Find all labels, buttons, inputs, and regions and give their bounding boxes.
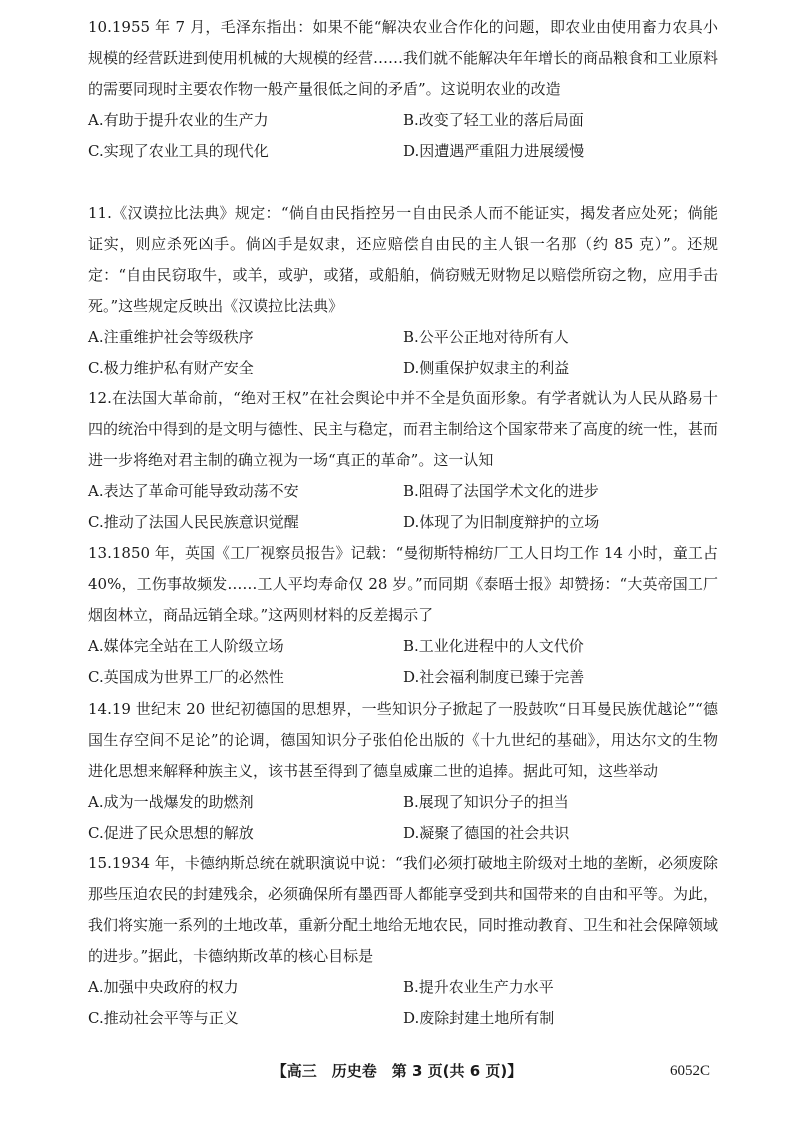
option-row	[88, 631, 718, 662]
question-stem	[88, 538, 718, 631]
question-12	[88, 383, 718, 538]
option-c[interactable]: C.极力维护私有财产安全	[88, 359, 254, 377]
question-number: 11.	[88, 204, 112, 222]
option-row	[88, 105, 718, 136]
question-number: 15.	[88, 854, 112, 872]
option-a[interactable]: A.注重维护社会等级秩序	[88, 328, 254, 346]
option-c[interactable]: C.英国成为世界工厂的必然性	[88, 668, 284, 686]
question-stem	[88, 383, 718, 476]
option-row	[88, 353, 718, 384]
question-stem	[88, 848, 718, 972]
paper-code: 6052C	[670, 1063, 711, 1079]
option-a[interactable]: A.加强中央政府的权力	[88, 978, 239, 996]
question-text: 在法国大革命前，“绝对王权”在社会舆论中并不全是负面形象。有学者就认为人民从路易十四的统治中得到的是文明与德性、民主与稳定，而君主制给这个国家带来了高度的统一性，甚而进一步将绝对君主制的确立视为一场“真正的革命”。这一认知	[88, 389, 719, 469]
option-row	[88, 662, 718, 693]
option-b[interactable]: B.展现了知识分子的担当	[403, 793, 569, 811]
option-c[interactable]: C.促进了民众思想的解放	[88, 824, 254, 842]
option-b[interactable]: B.阻碍了法国学术文化的进步	[403, 482, 599, 500]
question-text: 1934 年，卡德纳斯总统在就职演说中说：“我们必须打破地主阶级对土地的垄断，必须废除那些压迫农民的封建残余，必须确保所有墨西哥人都能享受到共和国带来的自由和平等。为此，我们将实施一系列的土地改革，重新分配土地给无地农民，同时推动教育、卫生和社会保障领域的进步。”据此，卡德纳斯改革的核心目标是	[88, 854, 719, 965]
option-row	[88, 972, 718, 1003]
options	[88, 972, 718, 1034]
option-b[interactable]: B.公平公正地对待所有人	[403, 328, 569, 346]
question-13	[88, 538, 718, 693]
option-row	[88, 818, 718, 849]
question-number: 13.	[88, 544, 112, 562]
option-row	[88, 787, 718, 818]
question-stem	[88, 12, 718, 105]
option-d[interactable]: D.因遭遇严重阻力进展缓慢	[403, 142, 585, 160]
option-d[interactable]: D.凝聚了德国的社会共识	[403, 824, 570, 842]
option-d[interactable]: D.废除封建土地所有制	[403, 1009, 555, 1027]
option-row	[88, 322, 718, 353]
question-text: 19 世纪末 20 世纪初德国的思想界，一些知识分子掀起了一股鼓吹“日耳曼民族优越论”“德国生存空间不足论”的论调，德国知识分子张伯伦出版的《十九世纪的基础》，用达尔文的生物进化思想来解释种族主义，该书甚至得到了德皇威廉二世的追捧。据此可知，这些举动	[88, 700, 718, 780]
question-number: 10.	[88, 18, 112, 36]
question-15	[88, 848, 718, 1034]
options	[88, 322, 718, 384]
page-footer	[0, 1056, 794, 1086]
option-a[interactable]: A.有助于提升农业的生产力	[88, 111, 269, 129]
option-b[interactable]: B.工业化进程中的人文代价	[403, 637, 584, 655]
options	[88, 105, 718, 167]
question-text: 《汉谟拉比法典》规定：“倘自由民指控另一自由民杀人而不能证实，揭发者应处死；倘能证实，则应杀死凶手。倘凶手是奴隶，还应赔偿自由民的主人银一名那（约 85 克）”。还规定：“自由民窃取牛，或羊，或驴，或猪，或船舶，倘窃贼无财物足以赔偿所窃之物，应用手击死。”这些规定反映出《汉谟拉比法典》	[88, 204, 718, 315]
option-c[interactable]: C.推动了法国人民民族意识觉醒	[88, 513, 299, 531]
question-text: 1850 年，英国《工厂视察员报告》记载：“曼彻斯特棉纺厂工人日均工作 14 小时，童工占 40%，工伤事故频发……工人平均寿命仅 28 岁。”而同期《泰晤士报》却赞扬：“大英帝国工厂烟囱林立，商品远销全球。”这两则材料的反差揭示了	[88, 544, 718, 624]
option-d[interactable]: D.体现了为旧制度辩护的立场	[403, 513, 600, 531]
option-b[interactable]: B.提升农业生产力水平	[403, 978, 554, 996]
option-row	[88, 507, 718, 538]
question-number: 14.	[88, 700, 112, 718]
question-14	[88, 694, 718, 849]
option-b[interactable]: B.改变了轻工业的落后局面	[403, 111, 584, 129]
option-row	[88, 136, 718, 167]
option-c[interactable]: C.推动社会平等与正义	[88, 1009, 239, 1027]
option-row	[88, 476, 718, 507]
option-row	[88, 1003, 718, 1034]
option-a[interactable]: A.媒体完全站在工人阶级立场	[88, 637, 284, 655]
options	[88, 787, 718, 849]
question-stem	[88, 694, 718, 787]
options	[88, 476, 718, 538]
page-number-label: 【高三 历史卷 第 3 页(共 6 页)】	[271, 1062, 523, 1080]
question-text: 1955 年 7 月，毛泽东指出：如果不能“解决农业合作化的问题，即农业由使用畜力农具小规模的经营跃进到使用机械的大规模的经营……我们就不能解决年年增长的商品粮食和工业原料的需要同现时主要农作物一般产量很低之间的矛盾”。这说明农业的改造	[88, 18, 719, 98]
question-11	[88, 198, 718, 384]
option-a[interactable]: A.成为一战爆发的助燃剂	[88, 793, 254, 811]
option-d[interactable]: D.社会福利制度已臻于完善	[403, 668, 585, 686]
option-a[interactable]: A.表达了革命可能导致动荡不安	[88, 482, 299, 500]
option-c[interactable]: C.实现了农业工具的现代化	[88, 142, 269, 160]
options	[88, 631, 718, 693]
question-number: 12.	[88, 389, 112, 407]
option-d[interactable]: D.侧重保护奴隶主的利益	[403, 359, 570, 377]
question-10	[88, 12, 718, 167]
question-stem	[88, 198, 718, 322]
